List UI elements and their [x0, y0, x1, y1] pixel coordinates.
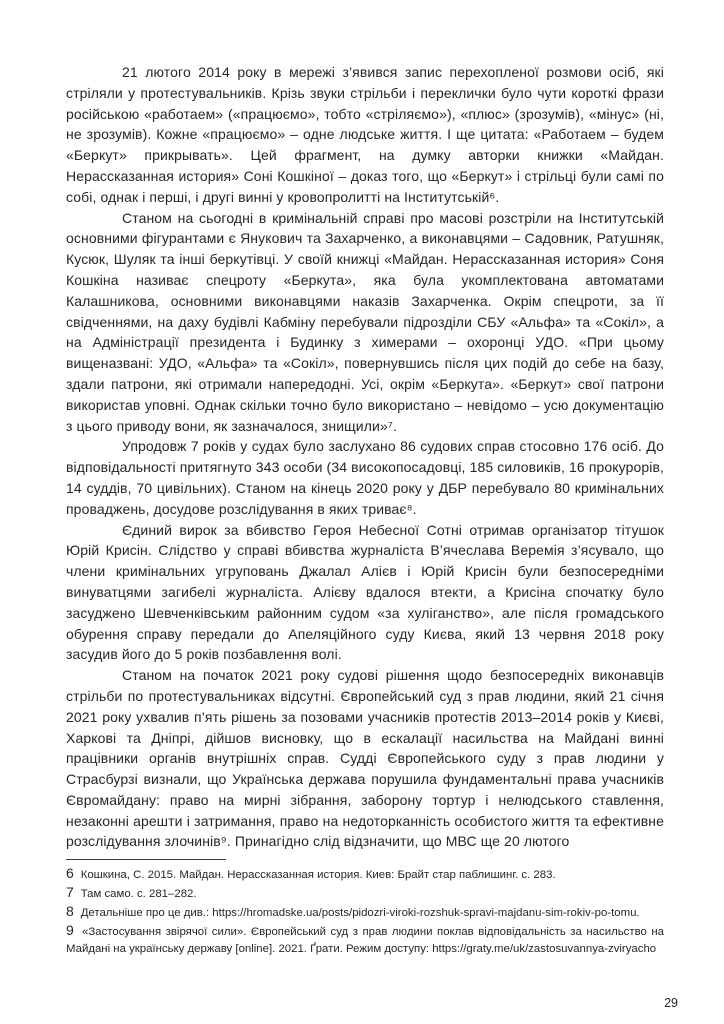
page-content: [66, 62, 664, 958]
paragraph: 21 лютого 2014 року в мережі з’явився запис перехопленої розмови осіб, які стріляли у протестувальників. Крізь звуки стрільби і переклички було чути короткі фрази російською «работаем» («працюємо», тобто «стріляємо»), «плюс» (зрозумів), «мінус» (ні, не зрозумів). Кожне «працюємо» – одне людське життя. І ще цитата: «Работаем – будем «Беркут» прикрывать». Цей фрагмент, на думку авторки книжки «Майдан. Нерассказанная история» Соні Кошкіної – доказ того, що «Беркут» і стрільці були самі по собі, однак і перші, і другі винні у кровопролитті на Інститутській⁶.: [66, 64, 664, 205]
paragraph: Станом на сьогодні в кримінальній справі про масові розстріли на Інститутській основними фігурантами є Янукович та Захарченко, а виконавцями – Садовник, Ратушняк, Кусюк, Шуляк та інші беркутівці. У своїй книжці «Майдан. Нерассказанная история» Соня Кошкіна називає спецроту «Беркута», яка була укомплектована автоматами Калашникова, основними виконавцями наказів Захарченка. Окрім спецроти, за її свідченнями, на даху будівлі Кабміну перебували підрозділи СБУ «Альфа» та «Сокіл», а на Адміністрації президента і Будинку з химерами – охоронці УДО. «При цьому вищеназвані: УДО, «Альфа» та «Сокіл», повернувшись після цих подій до себе на базу, здали патрони, які отримали напередодні. Усі, окрім «Беркута». «Беркут» свої патрони використав уповні. Однак скільки точно було використано – невідомо – усю документацію з цього приводу вони, як зазначалося, знищили»⁷.: [66, 209, 664, 434]
footnote: [66, 903, 664, 922]
footnote-number: 7: [66, 884, 78, 901]
footnote-text: Кошкина, С. 2015. Майдан. Нерассказанная история. Киев: Брайт стар паблишинг. с. 283.: [80, 869, 556, 882]
footnote-number: 8: [66, 903, 78, 920]
footnote-number: 6: [66, 865, 78, 882]
footnote-number: 9: [66, 922, 80, 939]
footnote: [66, 922, 664, 958]
paragraph: Упродовж 7 років у судах було заслухано 86 судових справ стосовно 176 осіб. До відповідальності притягнуто 343 особи (34 високопосадовці, 185 силовиків, 16 прокурорів, 14 суддів, 70 цивільних). Станом на кінець 2020 року у ДБР перебувало 80 кримінальних проваджень, досудове розслідування в яких триває⁸.: [66, 438, 664, 517]
footnote-separator: [66, 859, 226, 860]
footnote-text: Детальніше про це див.: https://hromadske.ua/posts/pidozri-viroki-rozshuk-spravi-majdanu-sim-rokiv-po-tomu.: [80, 907, 640, 920]
footnote-text: Там само. с. 281–282.: [80, 888, 197, 901]
footnote: [66, 884, 664, 903]
paragraph: Єдиний вирок за вбивство Героя Небесної Сотні отримав організатор тітушок Юрій Крисін. Слідство у справі вбивства журналіста В’ячеслава Веремія з’ясувало, що члени кримінальних угруповань Джалал Алієв і Юрій Крисін були безпосередніми винуватцями загибелі журналіста. Алієву вдалося втекти, а Крисіна спочатку було засуджено Шевченківським районним судом «за хуліганство», але після громадського обурення справу передали до Апеляційного суду Києва, який 13 червня 2018 року засудив його до 5 років позбавлення волі.: [66, 521, 664, 663]
paragraph: Станом на початок 2021 року судові рішення щодо безпосередніх виконавців стрільби по протестувальниках відсутні. Європейський суд з прав людини, який 21 січня 2021 року ухвалив п’ять рішень за позовами учасників протестів 2013–2014 років у Києві, Харкові та Дніпрі, дійшов висновку, що в ескалації насильства на Майдані винні працівники органів внутрішніх справ. Судді Європейського суду з прав людини у Страсбурзі визнали, що Українська держава порушила фундаментальні права учасників Євромайдану: право на мирні зібрання, заборону тортур і нелюдського ставлення, незаконні арешти і затримання, право на недоторканність особистого життя та ефективне розслідування злочинів⁹. Принагідно слід відзначити, що МВС ще 20 лютого: [66, 667, 664, 850]
page-number: 29: [664, 996, 678, 1010]
footnote-text: «Застосування звірячої сили». Європейський суд з прав людини поклав відповідальність за насильство на Майдані на українську державу [online]. 2021. Ґрати. Режим доступу: https://graty.me/uk/zastosuvannya-zviryacho: [66, 926, 664, 956]
footnote: [66, 865, 664, 884]
